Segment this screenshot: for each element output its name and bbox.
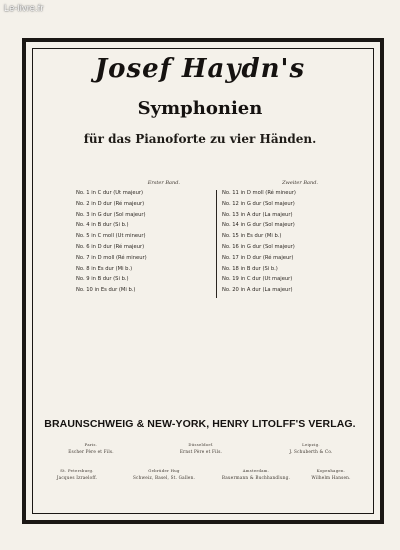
symphony-item: No. 3 in G dur (Sol majeur) [76, 211, 146, 218]
location-city: Paris. [84, 442, 98, 447]
symphony-item: No. 18 in B dur (Si b.) [222, 265, 278, 272]
volume-listing [76, 178, 350, 300]
volume-divider [216, 190, 217, 298]
location-leipzig [266, 442, 356, 454]
publisher-line: BRAUNSCHWEIG & NEW-YORK, HENRY LITOLFF'S VERLAG. [44, 418, 356, 430]
location-amsterdam [214, 468, 298, 480]
location-paris [46, 442, 136, 454]
symphony-item: No. 19 in C dur (Ut majeur) [222, 276, 293, 283]
location-firm: J. Schuberth & Co. [289, 449, 333, 454]
symphony-item: No. 20 in A dur (La majeur) [222, 287, 293, 294]
location-firm: Jacques Izraeloff. [56, 475, 98, 480]
location-firm: Ernst Père et Fils. [179, 449, 223, 454]
location-dusseldorf [156, 442, 246, 454]
symphony-item: No. 2 in D dur (Ré majeur) [76, 200, 145, 207]
symphony-item: No. 17 in D dur (Ré majeur) [222, 254, 294, 261]
symphony-item: No. 4 in B dur (Si b.) [76, 222, 129, 229]
location-city: Leipzig. [302, 442, 320, 447]
volume-heading: Zweiter Band. [282, 180, 318, 186]
symphony-item: No. 15 in Es dur (Mi b.) [222, 233, 282, 240]
site-watermark: Le-livre.fr [4, 3, 44, 13]
location-st-petersburg [40, 468, 114, 480]
symphony-item: No. 16 in G dur (Sol majeur) [222, 243, 295, 250]
location-firm: Escher Père et Fils. [68, 449, 114, 454]
work-subtitle: für das Pianoforte zu vier Händen. [83, 132, 317, 146]
volume-two [222, 178, 354, 296]
location-city: Amsterdam. [242, 468, 270, 473]
symphony-item: No. 1 in C dur (Ut majeur) [76, 190, 144, 196]
location-firm: Wilhelm Hansen. [311, 475, 351, 480]
symphony-item: No. 12 in G dur (Sol majeur) [222, 200, 295, 207]
composer-name: Josef Haydn's [94, 54, 306, 84]
location-switzerland [124, 468, 204, 480]
symphony-item: No. 5 in C moll (Ut mineur) [76, 233, 146, 240]
location-city: Gebrüder Hug [148, 468, 180, 473]
symphony-item: No. 9 in B dur (Si b.) [76, 276, 129, 283]
work-title: Symphonien [137, 98, 263, 119]
symphony-item: No. 11 in D moll (Ré mineur) [222, 190, 296, 196]
symphony-item: No. 13 in A dur (La majeur) [222, 211, 293, 218]
symphony-item: No. 8 in Es dur (Mi b.) [76, 265, 133, 272]
location-city: Kopenhagen. [316, 468, 346, 473]
volume-one [76, 178, 208, 296]
location-copenhagen [300, 468, 362, 480]
location-firm: Bauermann & Buchhandlung. [221, 475, 291, 480]
volume-heading: Erster Band. [147, 180, 180, 186]
symphony-item: No. 6 in D dur (Ré majeur) [76, 243, 145, 250]
symphony-item: No. 7 in D moll (Ré mineur) [76, 254, 147, 261]
location-city: St. Petersburg. [60, 468, 94, 473]
location-city: Düsseldorf. [188, 442, 214, 447]
symphony-item: No. 14 in G dur (Sol majeur) [222, 222, 295, 229]
symphony-item: No. 10 in Es dur (Mi b.) [76, 287, 136, 294]
location-firm: Schweiz, Basel, St. Gallen. [132, 475, 196, 480]
